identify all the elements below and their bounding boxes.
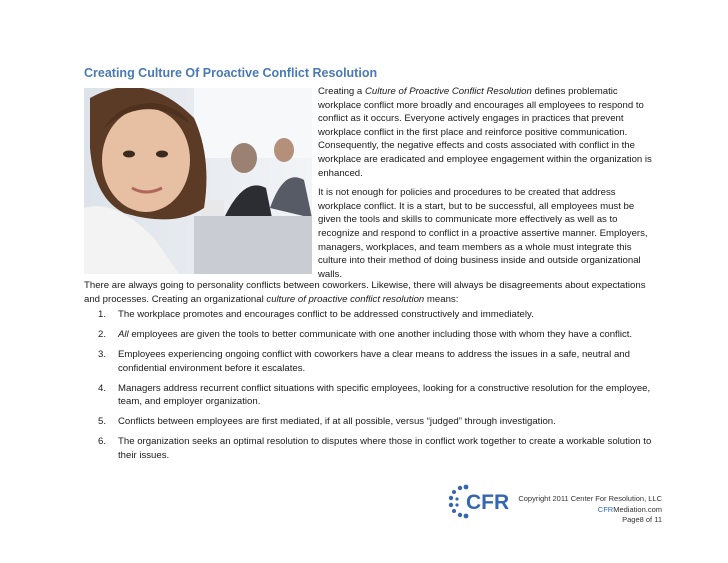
page-number: Page8 of 11 [622,515,662,524]
website-rest: Mediation.com [613,504,662,514]
office-photo [84,88,312,274]
policies-paragraph: It is not enough for policies and procedures to be created that address workplace conflict. It is a start, but to be successful, all employees must be given the tools and skills to communicate more effectively as well as to recognize and respond to conflict in a proactive assertive manner. Employers, managers, workplaces, and team members as a whole must integrate this culture into their method of doing business inside and outside organizational walls. [318,187,648,280]
list-text [118,328,660,342]
cfr-logo [446,482,522,520]
list-text-rest: employees are given the tools to better communicate with one another including those with whom they have a conflict. [128,328,633,340]
website-link[interactable] [518,505,662,516]
right-column-text [318,85,654,287]
list-number: 3. [98,348,107,360]
list-number: 6. [98,436,107,448]
list-number: 4. [98,382,107,394]
list-text: The workplace promotes and encourages conflict to be addressed constructively and immediately. [118,309,534,320]
intro-suffix: means: [424,294,459,305]
page-title: Creating Culture Of Proactive Conflict Resolution [84,66,378,80]
intro-paragraph [84,279,664,307]
list-item [98,308,660,322]
list-text: Conflicts between employees are first mediated, if at all possible, versus “judged” through investigation. [118,416,556,428]
culture-definition-paragraph [318,85,654,180]
list-italic: All [118,328,129,340]
list-text: Managers address recurrent conflict situations with specific employees, looking for a constructive resolution for the employee, team, and employer organization. [118,382,651,408]
list-number: 2. [98,328,107,340]
intro-italic: culture of proactive conflict resolution [266,294,425,305]
p1-italic: Culture of Proactive Conflict Resolution [364,86,532,97]
p1-prefix: Creating a [318,86,365,97]
list-item [98,382,660,409]
intro-prefix: There are always going to personality conflicts between coworkers. Likewise, there will always be disagreements about expectations and processes. Creating an organizational [84,280,646,305]
means-list [98,308,660,469]
list-item [98,348,660,375]
footer [518,494,662,526]
logo-text: CFR [466,491,510,514]
list-number: 1. [98,309,107,320]
cfr-logo-mark [446,482,522,520]
list-text: Employees experiencing ongoing conflict with coworkers have a clear means to address the issues in a safe, neutral and confidential environment before it escalates. [118,348,630,374]
list-text: The organization seeks an optimal resolution to disputes where those in conflict work together to create a workable solution to their issues. [118,436,652,461]
website-cfr: CFR [597,504,614,514]
list-item [98,435,660,462]
list-number: 5. [98,416,107,428]
list-item [98,415,660,429]
copyright-text: Copyright 2011 Center For Resolution, LLC [518,494,662,503]
photo-illustration [84,88,312,274]
list-item [98,328,660,342]
p1-suffix: defines problematic workplace conflict more broadly and encourages all employees to respond to conflict as it occurs. Everyone actively engages in practices that prevent workplace conflict in the first place and reinforce positive communication. Consequently, the negative effects and costs associated with conflict in the workplace are eradicated and employee engagement within the organization is enhanced. [318,86,652,179]
